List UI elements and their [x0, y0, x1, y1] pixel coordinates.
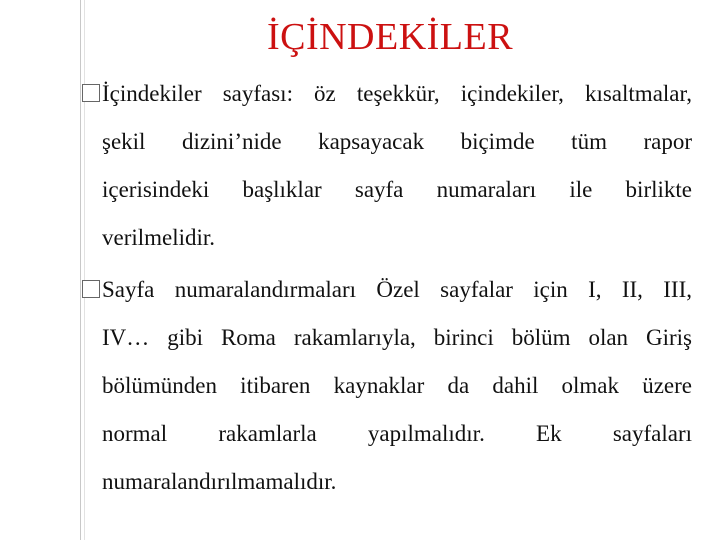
left-margin-rule [80, 0, 81, 540]
paragraph-line: Sayfa numaralandırmaları Özel sayfalar için I, II, III, [102, 277, 692, 302]
bullet-paragraph-contents [102, 70, 692, 262]
paragraph-line: numaralandırılmamalıdır. [102, 469, 337, 494]
bullet-box-icon [82, 280, 100, 298]
paragraph-line: şekil dizini’nide kapsayacak biçimde tüm rapor [102, 129, 692, 154]
slide-title: İÇİNDEKİLER [266, 16, 514, 58]
left-margin-rule-secondary [84, 0, 85, 540]
paragraph-line: verilmelidir. [102, 225, 216, 250]
bullet-box-icon [82, 84, 100, 102]
bullet-paragraph-page-numbering [102, 266, 692, 506]
paragraph-line: normal rakamlarla yapılmalıdır. Ek sayfaları [102, 421, 692, 446]
paragraph-line: IV… gibi Roma rakamlarıyla, birinci bölüm olan Giriş [102, 325, 692, 350]
paragraph-line: bölümünden itibaren kaynaklar da dahil olmak üzere [102, 373, 692, 398]
paragraph-line: İçindekiler sayfası: öz teşekkür, içindekiler, kısaltmalar, [102, 81, 692, 106]
paragraph-line: içerisindeki başlıklar sayfa numaraları ile birlikte [102, 177, 692, 202]
